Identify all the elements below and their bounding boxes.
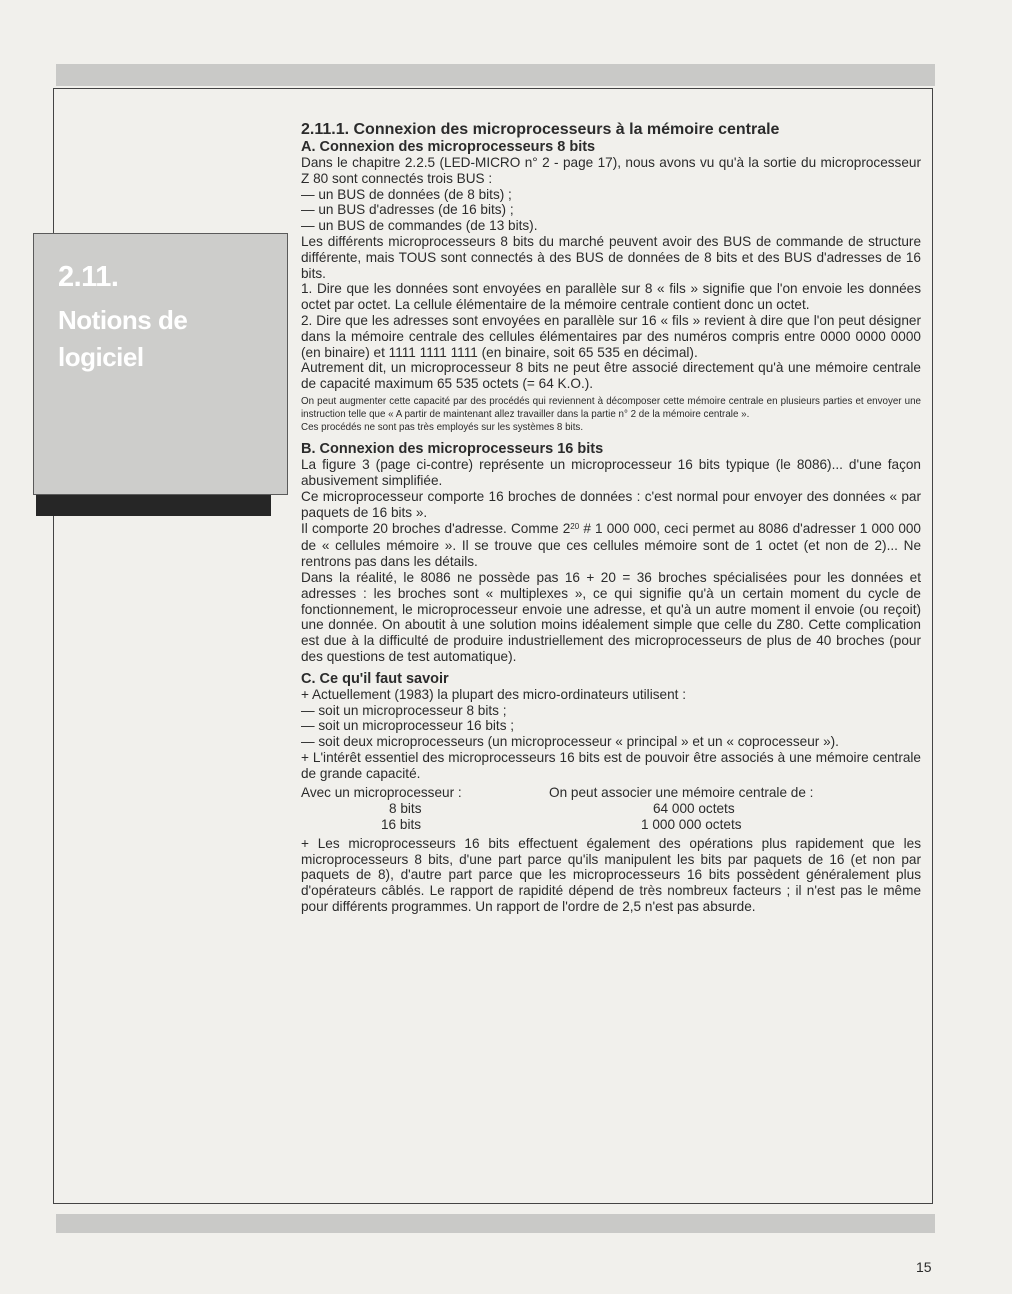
list-item: — un BUS d'adresses (de 16 bits) ; xyxy=(301,202,514,218)
memory-table xyxy=(301,785,921,832)
chapter-title xyxy=(58,302,287,376)
table-cell: 8 bits xyxy=(389,801,422,817)
paragraph: + Les microprocesseurs 16 bits effectuent également des opérations plus rapidement que les microprocesseurs 8 bits, d'une part parce qu'ils manipulent les bits par paquets de 16 (et non par paquets de 8), d'autre part parce que les microprocesseurs 16 bits possèdent généralement plus d'opérateurs câblés. Le rapport de rapidité dépend de très nombreux facteurs ; il n'est pas le même pour différents programmes. Un rapport de l'ordre de 2,5 n'est pas absurde. xyxy=(301,835,921,915)
paragraph: 2. Dire que les adresses sont envoyées en parallèle sur 16 « fils » revient à dire que l'on peut désigner dans la mémoire centrale des cellules élémentaires par des numéros compris entre 0000 0000 0000 (en binaire) et 1111 1111 1111 (en binaire, soit 65 535 en décimal). xyxy=(301,312,921,360)
text-run: # 1 000 000, ceci permet au 8086 d'adresser 1 000 000 de « cellules mémoire ». Il se trouve que ces cellules mémoire sont de 1 octet (et non de 2)... Ne rentrons pas dans les détails. xyxy=(301,520,921,570)
paragraph: La figure 3 (page ci-contre) représente un microprocesseur 16 bits typique (le 8086)... d'une façon abusivement simplifiée. xyxy=(301,457,921,489)
section-c-heading: C. Ce qu'il faut savoir xyxy=(301,670,449,687)
paragraph: Ce microprocesseur comporte 16 broches de données : c'est normal pour envoyer des données « par paquets de 16 bits ». xyxy=(301,488,921,520)
note: Ces procédés ne sont pas très employés sur les systèmes 8 bits. xyxy=(301,421,584,433)
exponent: 20 xyxy=(570,521,580,531)
list-item: — un BUS de données (de 8 bits) ; xyxy=(301,186,512,202)
list-item: — un BUS de commandes (de 13 bits). xyxy=(301,218,538,234)
paragraph: + L'intérêt essentiel des microprocesseurs 16 bits est de pouvoir être associés à une mémoire centrale de grande capacité. xyxy=(301,749,921,781)
paragraph: Autrement dit, un microprocesseur 8 bits ne peut être associé directement qu'à une mémoire centrale de capacité maximum 65 535 octets (= 64 K.O.). xyxy=(301,360,921,392)
table-cell: 64 000 octets xyxy=(653,801,735,817)
table-cell: 16 bits xyxy=(381,817,422,833)
text-run: Il comporte 20 broches d'adresse. Comme 2 xyxy=(301,520,571,536)
paragraph: + Actuellement (1983) la plupart des micro-ordinateurs utilisent : xyxy=(301,686,686,702)
note: On peut augmenter cette capacité par des procédés qui reviennent à décomposer cette mémoire centrale en plusieurs parties et envoyer une instruction telle que « A partir de maintenant allez travailler dans la partie n° 2 de la mémoire centrale ». xyxy=(301,395,921,420)
paragraph: Dans le chapitre 2.2.5 (LED-MICRO n° 2 - page 17), nous avons vu qu'à la sortie du microprocesseur Z 80 sont connectés trois BUS : xyxy=(301,155,921,186)
chapter-title-line1: Notions de xyxy=(58,305,188,335)
top-gray-band xyxy=(56,64,935,86)
page-number: 15 xyxy=(916,1259,932,1275)
section-b-heading: B. Connexion des microprocesseurs 16 bits xyxy=(301,441,604,458)
paragraph: Les différents microprocesseurs 8 bits du marché peuvent avoir des BUS de commande de structure différente, mais TOUS sont connectés à des BUS de données de 8 bits et des BUS d'adresses de 16 bits. xyxy=(301,233,921,281)
list-item: — soit deux microprocesseurs (un microprocesseur « principal » et un « coprocesseur »). xyxy=(301,734,839,750)
bottom-gray-band xyxy=(56,1214,935,1233)
table-row xyxy=(301,817,921,833)
paragraph xyxy=(301,521,921,570)
table-cell: 1 000 000 octets xyxy=(641,817,742,833)
article-heading: 2.11.1. Connexion des microprocesseurs à la mémoire centrale xyxy=(301,121,780,138)
section-a-heading: A. Connexion des microprocesseurs 8 bits xyxy=(301,139,596,155)
paragraph: 1. Dire que les données sont envoyées en parallèle sur 8 « fils » signifie que l'on envoie les données octet par octet. La cellule élémentaire de la mémoire centrale contient donc un octet. xyxy=(301,281,921,313)
paragraph: Dans la réalité, le 8086 ne possède pas 16 + 20 = 36 broches spécialisées pour les données et adresses : les broches sont « multiplexes », ce qui signifie qu'à un certain moment du cycle de fonctionnement, le microprocesseur envoie une adresse, et qu'à un autre moment il envoie (ou reçoit) une donnée. On aboutit à une solution moins idéalement simple que celle du Z80. Cette complication est due à la difficulté de produire industriellement des microprocesseurs de plus de 40 broches (pour des questions de test automatique). xyxy=(301,569,921,664)
table-header: On peut associer une mémoire centrale de : xyxy=(549,785,814,801)
chapter-sidebar xyxy=(33,233,288,495)
table-header: Avec un microprocesseur : xyxy=(301,785,462,801)
list-item: — soit un microprocesseur 8 bits ; xyxy=(301,702,507,718)
article-body xyxy=(301,120,921,915)
chapter-title-line2: logiciel xyxy=(58,342,144,372)
list-item: — soit un microprocesseur 16 bits ; xyxy=(301,718,515,734)
table-row xyxy=(301,801,921,817)
chapter-number: 2.11. xyxy=(58,261,119,293)
table-header-row xyxy=(301,785,921,801)
